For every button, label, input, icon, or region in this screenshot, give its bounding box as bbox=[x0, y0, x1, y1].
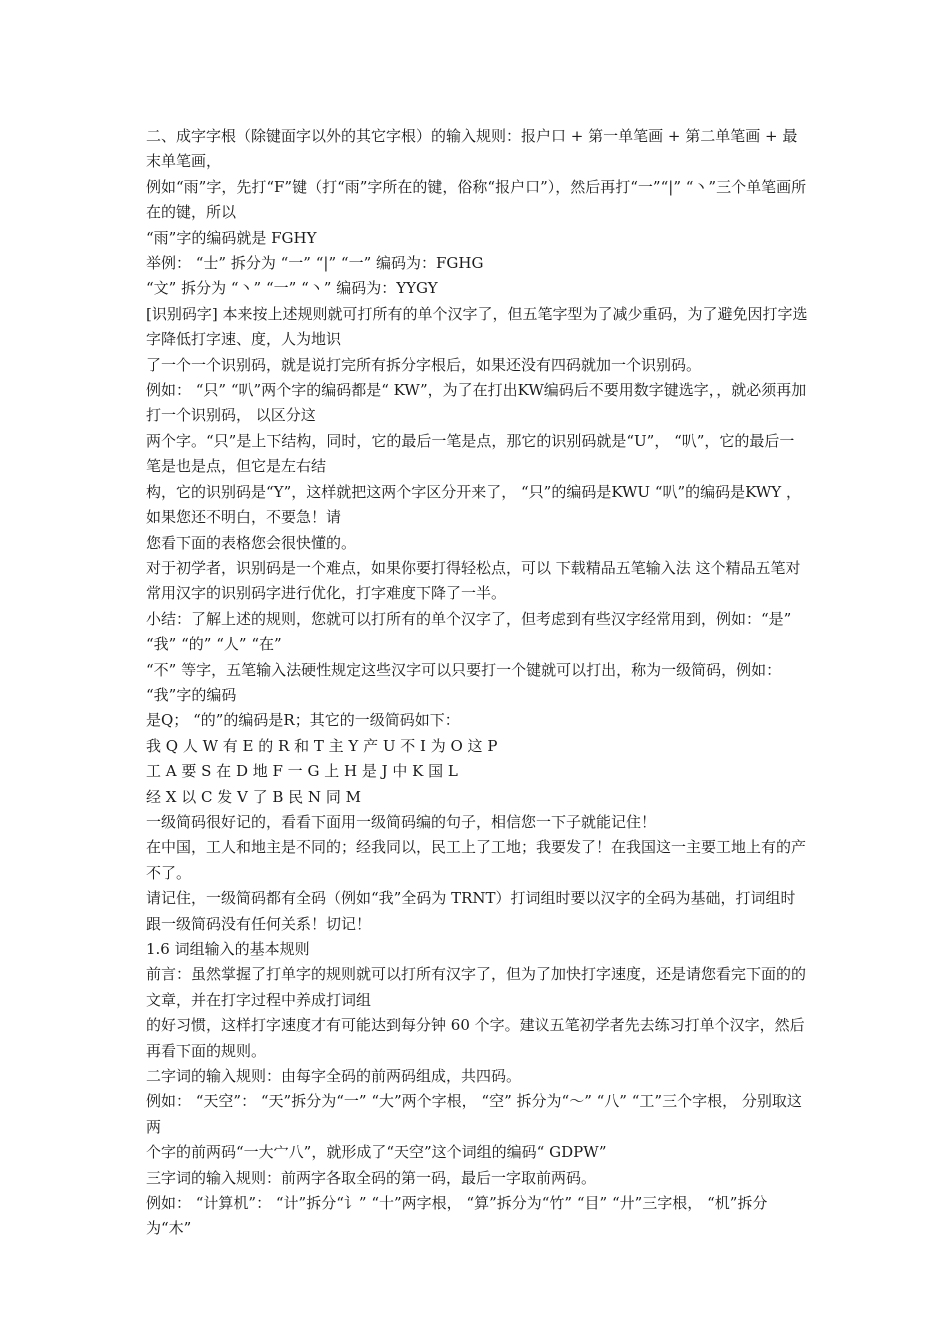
paragraph: 您看下面的表格您会很快懂的。 bbox=[146, 533, 357, 552]
paragraph: 了一个一个识别码，就是说打完所有拆分字根后，如果还没有四码就加一个识别码。 bbox=[146, 355, 702, 374]
simple-code-row: 经 X 以 C 发 V 了 B 民 N 同 M bbox=[146, 787, 361, 806]
paragraph: 在中国，工人和地主是不同的；经我同以，民工上了工地；我要发了！在我国这一主要工地上有的产不了。 bbox=[146, 838, 807, 882]
paragraph: 前言：虽然掌握了打单字的规则就可以打所有汉字了，但为了加快打字速度，还是请您看完下面的的文章，并在打字过程中养成打词组 bbox=[146, 965, 807, 1009]
paragraph: 例如： “天空”： “天”拆分为“一” “大”两个字根， “空” 拆分为“～” “八” “工”三个字根， 分别取这两 bbox=[146, 1092, 802, 1136]
paragraph: “雨”字的编码就是 FGHY bbox=[146, 228, 317, 247]
paragraph: [识别码字] 本来按上述规则就可打所有的单个汉字了，但五笔字型为了减少重码，为了避免因打字选字降低打字速、度，人为地识 bbox=[146, 304, 808, 349]
simple-code-row: 工 A 要 S 在 D 地 F 一 G 上 H 是 J 中 K 国 L bbox=[146, 762, 458, 781]
paragraph: 构，它的识别码是“Y”，这样就把这两个字区分开来了， “只”的编码是KWU “叭”的编码是KWY ， 如果您还不明白，不要急！请 bbox=[146, 482, 801, 527]
paragraph: “文” 拆分为 “丶” “一” “丶” 编码为：YYGY bbox=[146, 279, 438, 298]
paragraph: 的好习惯，这样打字速度才有可能达到每分钟 60 个字。建议五笔初学者先去练习打单个汉字，然后再看下面的规则。 bbox=[146, 1016, 805, 1060]
paragraph: 例如“雨”字，先打“F”键（打“雨”字所在的键，俗称“报户口”），然后再打“一”“|” “丶”三个单笔画所在的键，所以 bbox=[146, 177, 807, 222]
paragraph: 例如： “只” “叭”两个字的编码都是“ KW”，为了在打出KW编码后不要用数字键选字，，就必须再加打一个识别码， 以区分这 bbox=[146, 381, 807, 425]
paragraph: 举例： “士” 拆分为 “一” “|” “一” 编码为：FGHG bbox=[146, 254, 484, 273]
paragraph: 是Q； “的”的编码是R；其它的一级简码如下： bbox=[146, 711, 460, 730]
paragraph: 个字的前两码“一大宀八”，就形成了“天空”这个词组的编码“ GDPW” bbox=[146, 1143, 607, 1162]
paragraph: 对于初学者，识别码是一个难点，如果你要打得轻松点，可以 下载精品五笔输入法 这个精品五笔对常用汉字的识别码字进行优化，打字难度下降了一半。 bbox=[146, 558, 801, 603]
section-heading: 1.6 词组输入的基本规则 bbox=[146, 940, 310, 958]
paragraph: 小结：了解上述的规则，您就可以打所有的单个汉字了，但考虑到有些汉字经常用到，例如：“是” “我” “的” “人” “在” bbox=[146, 609, 792, 654]
paragraph: 三字词的输入规则：前两字各取全码的第一码，最后一字取前两码。 bbox=[146, 1168, 597, 1187]
paragraph: 二、成字字根（除键面字以外的其它字根）的输入规则：报户口 + 第一单笔画 + 第二单笔画 + 最末单笔画， bbox=[146, 127, 798, 171]
paragraph: 例如： “计算机”： “计”拆分“讠” “十”两字根， “算”拆分为“竹” “目” “廾”三字根， “机”拆分为“木” bbox=[146, 1194, 768, 1238]
paragraph: 两个字。“只”是上下结构，同时，它的最后一笔是点，那它的识别码就是“U”， “叭”，它的最后一笔是也是点，但它是左右结 bbox=[146, 431, 795, 476]
paragraph: “不” 等字，五笔输入法硬性规定这些汉字可以只要打一个键就可以打出，称为一级简码，例如： “我”字的编码 bbox=[146, 660, 782, 704]
paragraph: 一级简码很好记的，看看下面用一级简码编的句子，相信您一下子就能记住！ bbox=[146, 812, 657, 831]
paragraph: 请记住，一级简码都有全码（例如“我”全码为 TRNT）打词组时要以汉字的全码为基础，打词组时跟一级简码没有任何关系！切记！ bbox=[146, 889, 796, 933]
paragraph: 二字词的输入规则：由每字全码的前两码组成，共四码。 bbox=[146, 1067, 522, 1086]
document-body bbox=[146, 124, 808, 1242]
simple-code-row: 我 Q 人 W 有 E 的 R 和 T 主 Y 产 U 不 I 为 O 这 P bbox=[146, 736, 498, 755]
